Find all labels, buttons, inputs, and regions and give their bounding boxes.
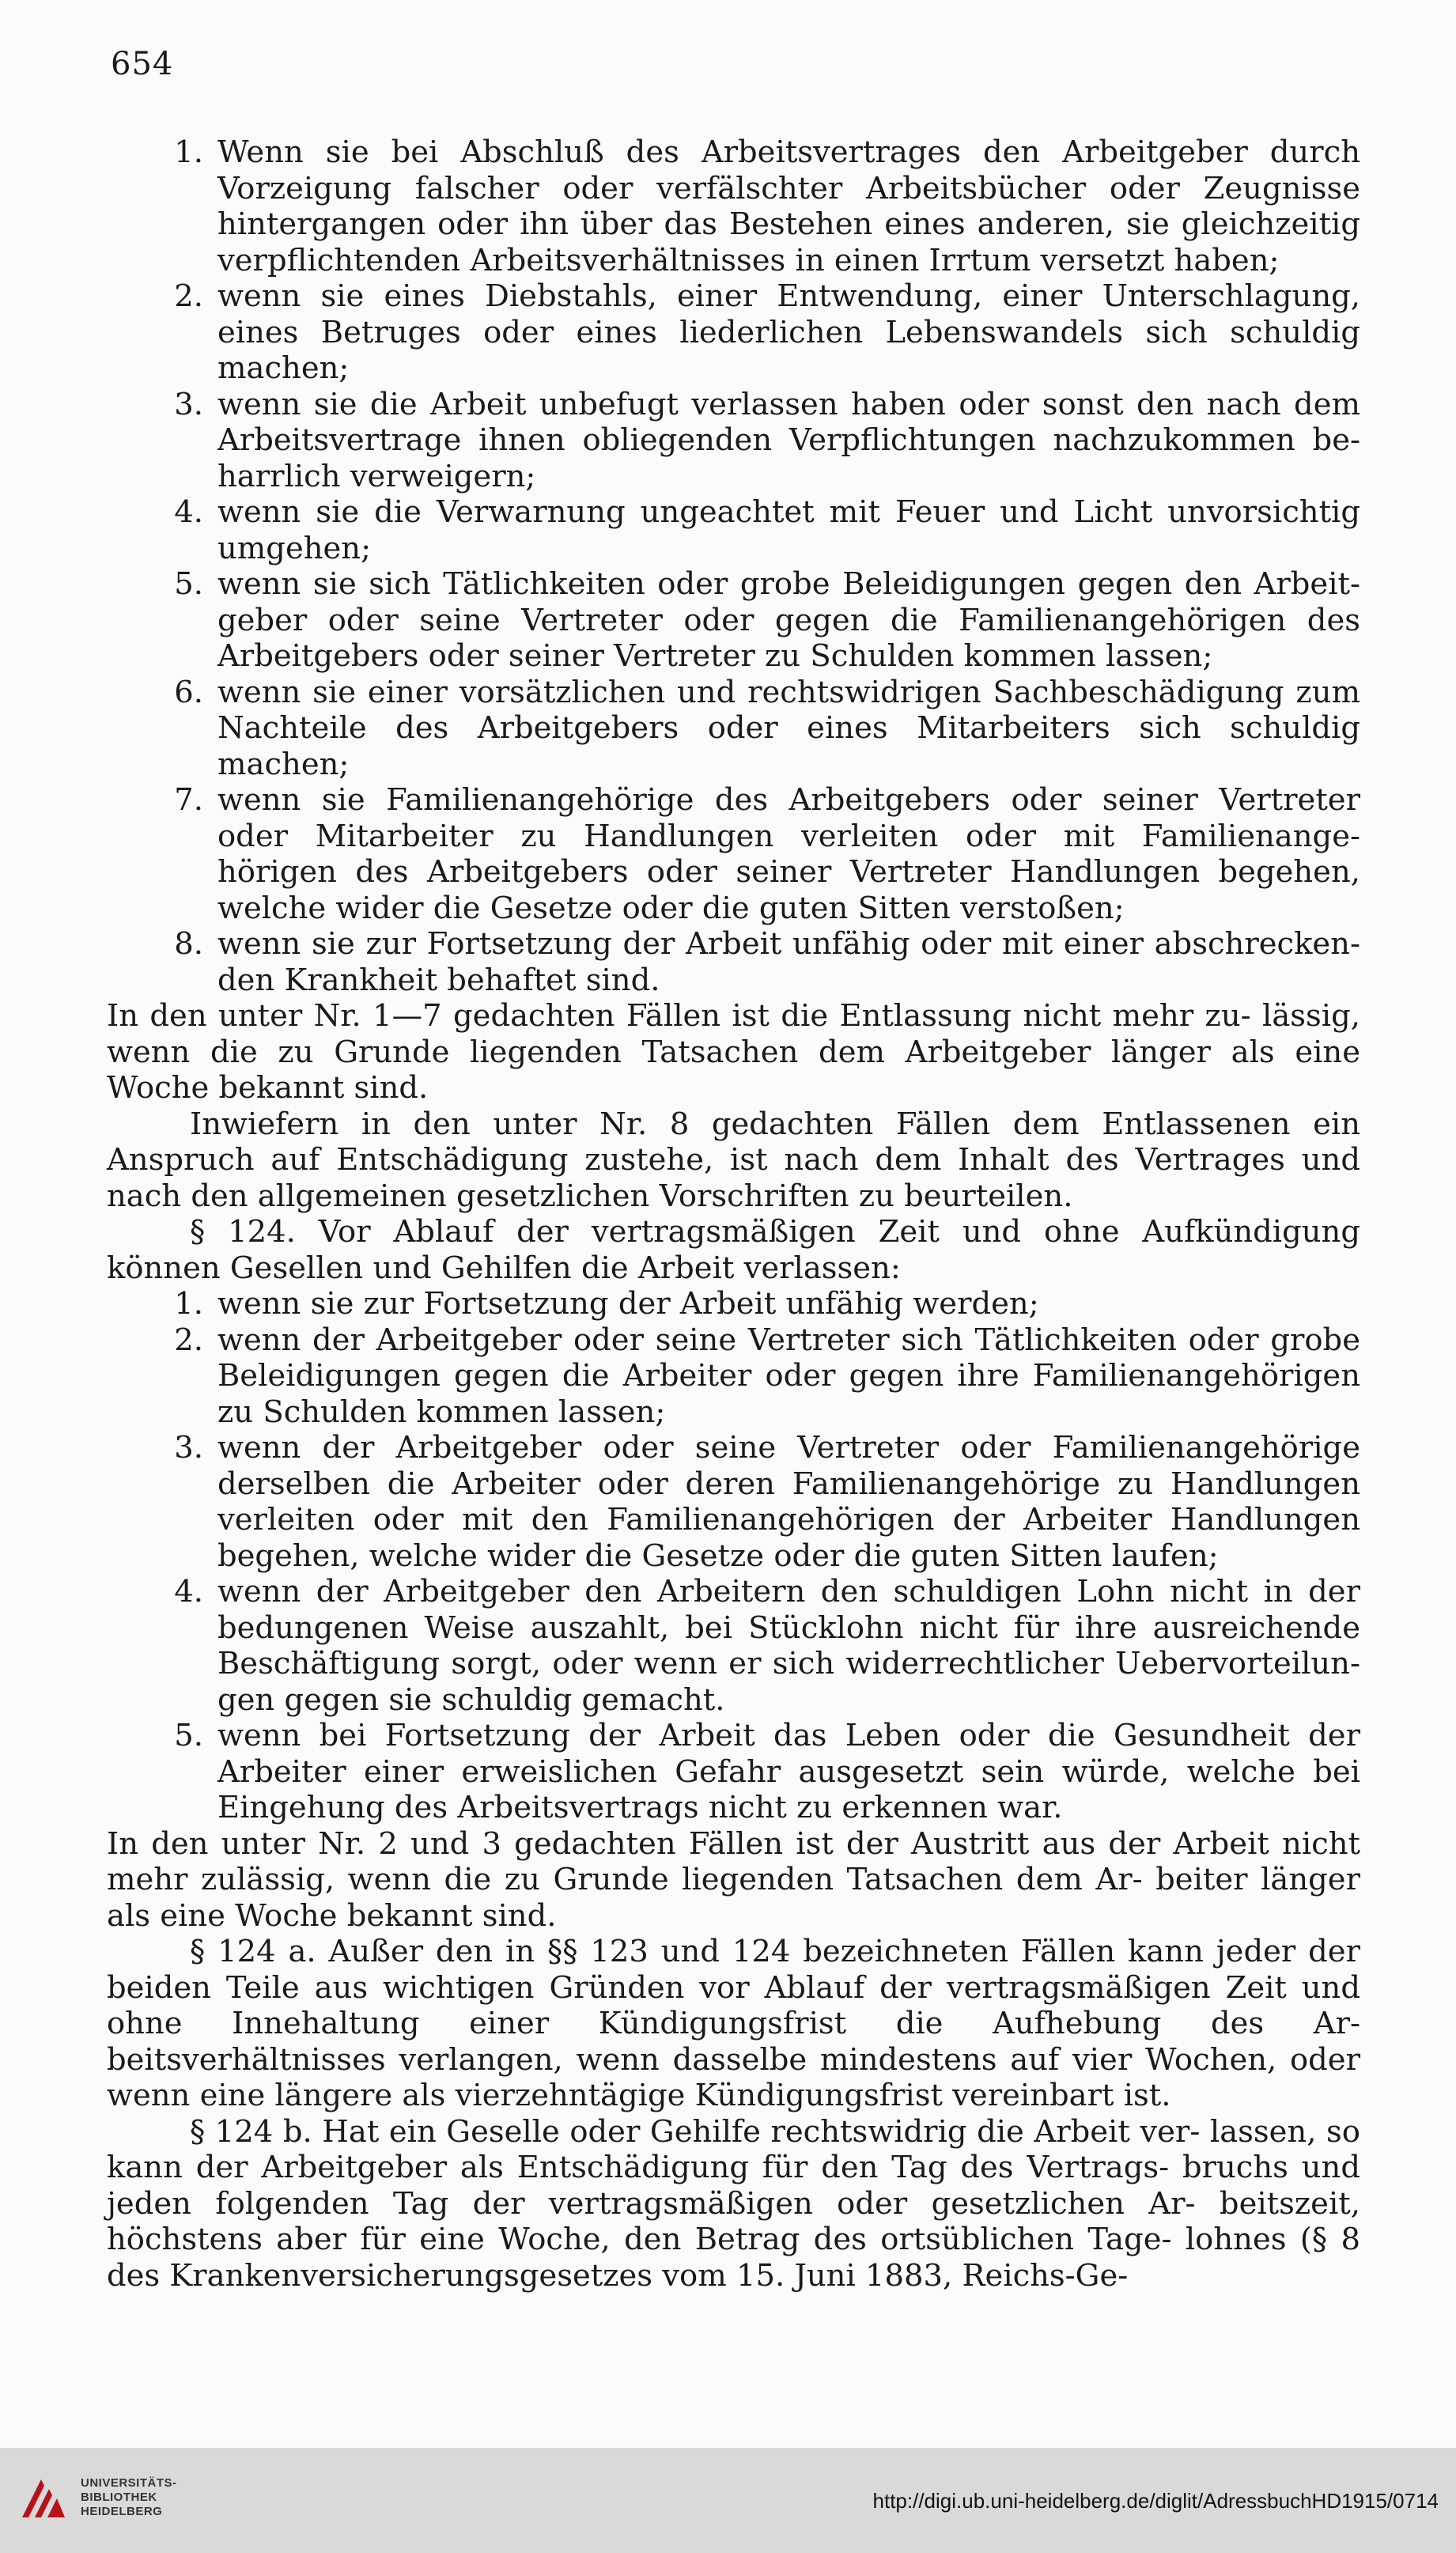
library-footer: [0, 2448, 1456, 2553]
section-124-paragraph: § 124. Vor Ablauf der vertragsmäßigen Zeit und ohne Aufkündigung können Gesellen und Gehilfen die Arbeit verlassen:: [107, 1214, 1360, 1286]
list-item: [107, 675, 1360, 783]
list-item: [107, 494, 1360, 566]
section-124a-paragraph: § 124 a. Außer den in §§ 123 und 124 bezeichneten Fällen kann jeder der beiden Teile aus wichtigen Gründen vor Ablauf der vertragsmäßigen Zeit und ohne Innehaltung einer Kündigungsfrist die Aufhebung des Ar- beitsverhältnisses verlangen, wenn dasselbe mindestens auf vier Wochen, oder wenn eine längere als vierzehntägige Kündigungsfrist vereinbart ist.: [107, 1934, 1360, 2113]
list-item-number: 4.: [174, 1574, 203, 1609]
list-item: [107, 278, 1360, 387]
list-item-text: wenn sie Familienangehörige des Arbeitgebers oder seiner Vertreter oder Mitarbeiter zu Handlungen verleiten oder mit Familienange- hörigen des Arbeitgebers oder seiner Vertreter Handlungen begehen, welche wider die Gesetze oder die guten Sitten verstoßen;: [217, 782, 1360, 926]
page-number: 654: [111, 46, 174, 82]
list-item-number: 7.: [174, 782, 203, 818]
list-item: [107, 1322, 1360, 1431]
source-url: [873, 2489, 1439, 2513]
list-item-text: wenn sie zur Fortsetzung der Arbeit unfähig werden;: [217, 1286, 1039, 1322]
list-item-number: 5.: [174, 1718, 203, 1753]
list-item-text: wenn der Arbeitgeber den Arbeitern den schuldigen Lohn nicht in der bedungenen Weise auszahlt, bei Stücklohn nicht für ihre ausreichende Beschäftigung sorgt, oder wenn er sich widerrechtlicher Uebervorteilun- gen gegen sie schuldig gemacht.: [217, 1574, 1360, 1718]
source-url-link[interactable]: http://digi.ub.uni-heidelberg.de/diglit/AdressbuchHD1915/0714: [872, 2489, 1439, 2513]
list-item: [107, 1430, 1360, 1574]
list-item: [107, 926, 1360, 998]
list-item-number: 2.: [174, 1322, 203, 1358]
list-item-text: wenn sie einer vorsätzlichen und rechtswidrigen Sachbeschädigung zum Nachteile des Arbeitgebers oder eines Mitarbeiters sich schuldig machen;: [217, 674, 1360, 782]
list-item-text: wenn sie sich Tätlichkeiten oder grobe Beleidigungen gegen den Arbeit- geber oder seine Vertreter oder gegen die Familienangehörigen des Arbeitgebers oder seiner Vertreter zu Schulden kommen lassen;: [217, 566, 1360, 674]
library-name-line: BIBLIOTHEK: [81, 2491, 157, 2504]
paragraph: In den unter Nr. 2 und 3 gedachten Fällen ist der Austritt aus der Arbeit nicht mehr zulässig, wenn die zu Grunde liegenden Tatsachen dem Ar- beiter länger als eine Woche bekannt sind.: [107, 1825, 1360, 1934]
list-item-number: 1.: [174, 134, 203, 170]
library-name: [81, 2476, 177, 2519]
library-name-line: UNIVERSITÄTS-: [81, 2476, 177, 2490]
list-item-text: wenn bei Fortsetzung der Arbeit das Leben oder die Gesundheit der Arbeiter einer erweislichen Gefahr ausgesetzt sein würde, welche bei Eingehung des Arbeitsvertrags nicht zu erkennen war.: [217, 1718, 1360, 1825]
section-124b-paragraph: § 124 b. Hat ein Geselle oder Gehilfe rechtswidrig die Arbeit ver- lassen, so kann der Arbeitgeber als Entschädigung für den Tag des Vertrags- bruchs und jeden folgenden Tag der vertragsmäßigen oder gesetzlichen Ar- beitszeit, höchstens aber für eine Woche, den Betrag des ortsüblichen Tage- lohnes (§ 8 des Krankenversicherungsgesetzes vom 15. Juni 1883, Reichs-Ge-: [107, 2113, 1360, 2294]
university-library-logo-icon: [17, 2472, 70, 2524]
list-item-text: wenn sie zur Fortsetzung der Arbeit unfähig oder mit einer abschrecken- den Krankheit behaftet sind.: [217, 926, 1360, 998]
paragraph: In den unter Nr. 1—7 gedachten Fällen ist die Entlassung nicht mehr zu- lässig, wenn die zu Grunde liegenden Tatsachen dem Arbeitgeber länger als eine Woche bekannt sind.: [107, 998, 1360, 1106]
list-item: [107, 1718, 1360, 1826]
list-item-number: 2.: [174, 278, 203, 314]
list-item-number: 3.: [174, 1430, 203, 1466]
list-item-number: 8.: [174, 926, 203, 962]
leaving-list: [107, 1286, 1360, 1826]
list-item: [107, 134, 1360, 278]
list-item-text: wenn der Arbeitgeber oder seine Vertreter oder Familienangehörige derselben die Arbeiter oder deren Familienangehörige zu Handlungen verleiten oder mit den Familienangehörigen der Arbeiter Handlungen begehen, welche wider die Gesetze oder die guten Sitten laufen;: [217, 1430, 1360, 1574]
list-item-number: 3.: [174, 386, 203, 422]
list-item-text: wenn sie die Arbeit unbefugt verlassen haben oder sonst den nach dem Arbeitsvertrage ihnen obliegenden Verpflichtungen nachzukommen be- harrlich verweigern;: [217, 386, 1360, 494]
list-item-text: wenn sie eines Diebstahls, einer Entwendung, einer Unterschlagung, eines Betruges oder eines liederlichen Lebenswandels sich schuldig machen;: [217, 278, 1360, 386]
list-item-number: 5.: [174, 566, 203, 602]
list-item: [107, 566, 1360, 675]
paragraph: Inwiefern in den unter Nr. 8 gedachten Fällen dem Entlassenen ein Anspruch auf Entschädigung zustehe, ist nach dem Inhalt des Vertrages und nach den allgemeinen gesetzlichen Vorschriften zu beurteilen.: [107, 1106, 1360, 1214]
list-item-number: 6.: [174, 674, 203, 710]
list-item-text: wenn der Arbeitgeber oder seine Vertreter sich Tätlichkeiten oder grobe Beleidigungen gegen die Arbeiter oder gegen ihre Familienangehörigen zu Schulden kommen lassen;: [217, 1322, 1360, 1430]
list-item-number: 1.: [174, 1286, 203, 1322]
list-item-text: Wenn sie bei Abschluß des Arbeitsvertrages den Arbeitgeber durch Vorzeigung falscher oder verfälschter Arbeitsbücher oder Zeugnisse hintergangen oder ihn über das Bestehen eines anderen, sie gleichzeitig verpflichtenden Arbeitsverhältnisses in einen Irrtum versetzt haben;: [217, 134, 1360, 278]
list-item-number: 4.: [174, 494, 203, 530]
page-text: [107, 134, 1360, 2294]
library-name-line: HEIDELBERG: [81, 2505, 163, 2518]
list-item: [107, 1574, 1360, 1718]
list-item: [107, 387, 1360, 495]
dismissal-list: [107, 134, 1360, 998]
list-item: [107, 1286, 1360, 1322]
list-item: [107, 782, 1360, 926]
list-item-text: wenn sie die Verwarnung ungeachtet mit Feuer und Licht unvorsichtig umgehen;: [217, 494, 1360, 566]
